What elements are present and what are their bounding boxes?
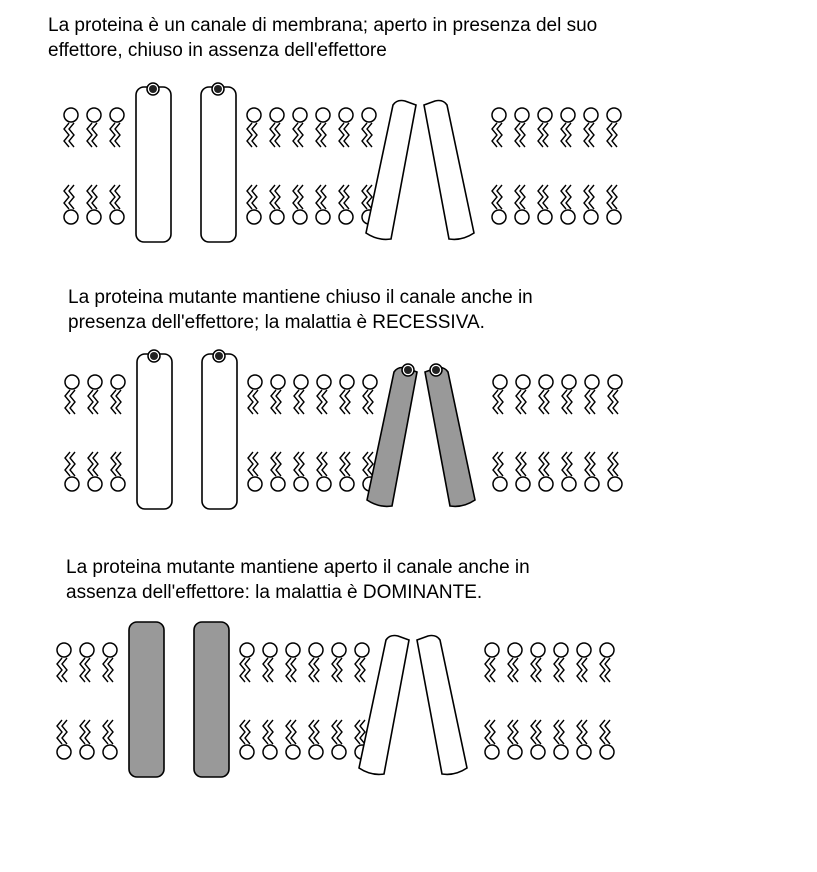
channel-subunit-left bbox=[367, 368, 417, 507]
panel-2-caption-line-1: La proteina mutante mantiene chiuso il canale anche in bbox=[68, 287, 533, 308]
phospholipid bbox=[271, 375, 285, 491]
phospholipid bbox=[554, 643, 568, 759]
lipid-head bbox=[562, 375, 576, 389]
phospholipid bbox=[87, 108, 101, 224]
lipid-head bbox=[293, 210, 307, 224]
phospholipid bbox=[584, 108, 598, 224]
lipid-head bbox=[247, 108, 261, 122]
phospholipid bbox=[103, 643, 117, 759]
lipid-head bbox=[339, 210, 353, 224]
phospholipid bbox=[516, 375, 530, 491]
lipid-tail bbox=[562, 452, 567, 476]
lipid-tail bbox=[339, 185, 344, 209]
phospholipid bbox=[270, 108, 284, 224]
closed-channel bbox=[367, 364, 475, 506]
lipid-tail bbox=[493, 452, 498, 476]
lipid-tail bbox=[493, 390, 498, 414]
phospholipid bbox=[608, 375, 622, 491]
lipid-head bbox=[103, 643, 117, 657]
lipid-head bbox=[339, 108, 353, 122]
lipid-head bbox=[248, 375, 262, 389]
channel-subunit bbox=[194, 622, 229, 777]
lipid-head bbox=[87, 108, 101, 122]
lipid-head bbox=[316, 210, 330, 224]
lipid-tail bbox=[531, 720, 536, 744]
lipid-head bbox=[584, 108, 598, 122]
phospholipid bbox=[294, 375, 308, 491]
lipid-head bbox=[600, 643, 614, 657]
phospholipid bbox=[531, 643, 545, 759]
channel-subunit-left bbox=[359, 636, 409, 775]
phospholipid bbox=[309, 643, 323, 759]
lipid-head bbox=[562, 477, 576, 491]
phospholipid bbox=[339, 108, 353, 224]
lipid-tail bbox=[57, 658, 62, 682]
lipid-tail bbox=[539, 452, 544, 476]
lipid-tail bbox=[317, 452, 322, 476]
lipid-head bbox=[248, 477, 262, 491]
phospholipid bbox=[508, 643, 522, 759]
lipid-tail bbox=[363, 390, 368, 414]
effector-molecule bbox=[215, 352, 223, 360]
lipid-head bbox=[531, 643, 545, 657]
lipid-head bbox=[317, 477, 331, 491]
lipid-tail bbox=[339, 123, 344, 147]
lipid-tail bbox=[87, 185, 92, 209]
lipid-tail bbox=[608, 452, 613, 476]
phospholipid bbox=[110, 108, 124, 224]
lipid-head bbox=[493, 477, 507, 491]
lipid-tail bbox=[247, 185, 252, 209]
channel-subunit-right bbox=[417, 636, 467, 775]
lipid-head bbox=[332, 745, 346, 759]
lipid-tail bbox=[577, 720, 582, 744]
lipid-head bbox=[554, 643, 568, 657]
lipid-tail bbox=[65, 390, 70, 414]
lipid-tail bbox=[485, 720, 490, 744]
lipid-head bbox=[294, 477, 308, 491]
lipid-head bbox=[110, 210, 124, 224]
effector-molecule bbox=[149, 85, 157, 93]
phospholipid bbox=[248, 375, 262, 491]
lipid-head bbox=[508, 745, 522, 759]
lipid-head bbox=[608, 477, 622, 491]
lipid-tail bbox=[607, 185, 612, 209]
phospholipid bbox=[485, 643, 499, 759]
lipid-tail bbox=[87, 123, 92, 147]
lipid-tail bbox=[309, 658, 314, 682]
channel-subunit bbox=[201, 87, 236, 242]
lipid-head bbox=[608, 375, 622, 389]
lipid-tail bbox=[538, 123, 543, 147]
lipid-head bbox=[271, 375, 285, 389]
lipid-head bbox=[309, 745, 323, 759]
lipid-head bbox=[286, 745, 300, 759]
lipid-tail bbox=[270, 123, 275, 147]
lipid-tail bbox=[248, 390, 253, 414]
lipid-tail bbox=[577, 658, 582, 682]
channel-subunit-right bbox=[424, 101, 474, 240]
lipid-tail bbox=[103, 658, 108, 682]
panel-3-caption-line-2: assenza dell'effettore: la malattia è DOMINANTE. bbox=[66, 582, 483, 603]
panel-2-caption bbox=[68, 285, 533, 335]
lipid-head bbox=[577, 745, 591, 759]
lipid-head bbox=[585, 375, 599, 389]
lipid-head bbox=[516, 375, 530, 389]
lipid-tail bbox=[562, 390, 567, 414]
phospholipid bbox=[317, 375, 331, 491]
lipid-head bbox=[584, 210, 598, 224]
lipid-tail bbox=[585, 452, 590, 476]
lipid-tail bbox=[485, 658, 490, 682]
phospholipid bbox=[600, 643, 614, 759]
lipid-tail bbox=[240, 658, 245, 682]
lipid-head bbox=[57, 745, 71, 759]
effector-molecule bbox=[404, 366, 412, 374]
lipid-head bbox=[516, 477, 530, 491]
phospholipid bbox=[80, 643, 94, 759]
lipid-tail bbox=[516, 390, 521, 414]
lipid-head bbox=[355, 643, 369, 657]
lipid-tail bbox=[248, 452, 253, 476]
lipid-head bbox=[103, 745, 117, 759]
lipid-head bbox=[485, 745, 499, 759]
lipid-head bbox=[554, 745, 568, 759]
effector-molecule bbox=[150, 352, 158, 360]
lipid-head bbox=[88, 375, 102, 389]
panel-1-membrane-diagram bbox=[0, 75, 817, 255]
lipid-tail bbox=[317, 390, 322, 414]
lipid-tail bbox=[584, 123, 589, 147]
lipid-tail bbox=[554, 658, 559, 682]
lipid-head bbox=[57, 643, 71, 657]
phospholipid bbox=[561, 108, 575, 224]
lipid-tail bbox=[362, 123, 367, 147]
lipid-head bbox=[600, 745, 614, 759]
closed-channel bbox=[366, 101, 474, 240]
open-channel bbox=[136, 83, 236, 242]
panel-3-caption-line-1: La proteina mutante mantiene aperto il canale anche in bbox=[66, 557, 530, 578]
phospholipid bbox=[316, 108, 330, 224]
lipid-tail bbox=[263, 720, 268, 744]
phospholipid bbox=[263, 643, 277, 759]
channel-subunit-right bbox=[425, 368, 475, 507]
lipid-head bbox=[65, 477, 79, 491]
effector-molecule bbox=[432, 366, 440, 374]
lipid-head bbox=[286, 643, 300, 657]
lipid-head bbox=[309, 643, 323, 657]
lipid-head bbox=[607, 108, 621, 122]
lipid-tail bbox=[584, 185, 589, 209]
lipid-tail bbox=[332, 658, 337, 682]
channel-subunit bbox=[137, 354, 172, 509]
lipid-head bbox=[492, 108, 506, 122]
lipid-tail bbox=[103, 720, 108, 744]
lipid-head bbox=[293, 108, 307, 122]
lipid-head bbox=[492, 210, 506, 224]
lipid-head bbox=[515, 210, 529, 224]
lipid-tail bbox=[561, 185, 566, 209]
panel-3-membrane-diagram bbox=[0, 610, 817, 790]
channel-subunit bbox=[202, 354, 237, 509]
lipid-head bbox=[240, 643, 254, 657]
lipid-tail bbox=[271, 452, 276, 476]
lipid-tail bbox=[508, 658, 513, 682]
channel-subunit-left bbox=[366, 101, 416, 240]
lipid-tail bbox=[64, 123, 69, 147]
phospholipid bbox=[562, 375, 576, 491]
lipid-tail bbox=[286, 658, 291, 682]
lipid-tail bbox=[271, 390, 276, 414]
phospholipid bbox=[286, 643, 300, 759]
lipid-head bbox=[538, 210, 552, 224]
lipid-head bbox=[80, 643, 94, 657]
lipid-tail bbox=[80, 720, 85, 744]
lipid-tail bbox=[111, 390, 116, 414]
phospholipid bbox=[539, 375, 553, 491]
panel-2-membrane-diagram bbox=[0, 342, 817, 522]
lipid-tail bbox=[332, 720, 337, 744]
lipid-tail bbox=[294, 452, 299, 476]
lipid-head bbox=[240, 745, 254, 759]
lipid-head bbox=[363, 375, 377, 389]
lipid-head bbox=[332, 643, 346, 657]
lipid-tail bbox=[111, 452, 116, 476]
lipid-tail bbox=[561, 123, 566, 147]
effector-molecule bbox=[214, 85, 222, 93]
lipid-head bbox=[270, 210, 284, 224]
lipid-tail bbox=[88, 390, 93, 414]
lipid-tail bbox=[80, 658, 85, 682]
lipid-tail bbox=[263, 658, 268, 682]
panel-1-caption bbox=[48, 13, 597, 63]
lipid-tail bbox=[309, 720, 314, 744]
lipid-head bbox=[539, 375, 553, 389]
lipid-tail bbox=[247, 123, 252, 147]
phospholipid bbox=[111, 375, 125, 491]
phospholipid bbox=[538, 108, 552, 224]
lipid-head bbox=[294, 375, 308, 389]
membrane-group bbox=[64, 83, 621, 242]
phospholipid bbox=[88, 375, 102, 491]
lipid-head bbox=[64, 108, 78, 122]
open-channel bbox=[137, 350, 237, 509]
lipid-tail bbox=[340, 390, 345, 414]
phospholipid bbox=[247, 108, 261, 224]
channel-subunit bbox=[129, 622, 164, 777]
lipid-head bbox=[87, 210, 101, 224]
lipid-tail bbox=[355, 658, 360, 682]
phospholipid bbox=[493, 375, 507, 491]
lipid-head bbox=[317, 375, 331, 389]
lipid-tail bbox=[240, 720, 245, 744]
panel-3-caption bbox=[66, 555, 530, 605]
lipid-head bbox=[362, 108, 376, 122]
lipid-tail bbox=[538, 185, 543, 209]
lipid-head bbox=[508, 643, 522, 657]
lipid-tail bbox=[516, 452, 521, 476]
phospholipid bbox=[492, 108, 506, 224]
lipid-head bbox=[531, 745, 545, 759]
phospholipid bbox=[607, 108, 621, 224]
phospholipid bbox=[585, 375, 599, 491]
closed-channel bbox=[359, 636, 467, 775]
lipid-head bbox=[493, 375, 507, 389]
phospholipid bbox=[65, 375, 79, 491]
lipid-head bbox=[65, 375, 79, 389]
phospholipid bbox=[64, 108, 78, 224]
lipid-head bbox=[88, 477, 102, 491]
lipid-tail bbox=[293, 123, 298, 147]
lipid-tail bbox=[554, 720, 559, 744]
lipid-head bbox=[111, 477, 125, 491]
lipid-tail bbox=[64, 185, 69, 209]
lipid-tail bbox=[340, 452, 345, 476]
lipid-tail bbox=[363, 452, 368, 476]
lipid-tail bbox=[492, 185, 497, 209]
lipid-tail bbox=[492, 123, 497, 147]
lipid-tail bbox=[608, 390, 613, 414]
lipid-tail bbox=[294, 390, 299, 414]
lipid-head bbox=[585, 477, 599, 491]
lipid-head bbox=[340, 375, 354, 389]
lipid-tail bbox=[600, 720, 605, 744]
lipid-head bbox=[538, 108, 552, 122]
lipid-tail bbox=[355, 720, 360, 744]
lipid-head bbox=[316, 108, 330, 122]
lipid-head bbox=[485, 643, 499, 657]
lipid-tail bbox=[508, 720, 513, 744]
lipid-head bbox=[515, 108, 529, 122]
lipid-tail bbox=[515, 185, 520, 209]
membrane-group bbox=[57, 622, 614, 777]
membrane-group bbox=[65, 350, 622, 509]
lipid-head bbox=[561, 108, 575, 122]
lipid-head bbox=[340, 477, 354, 491]
lipid-tail bbox=[65, 452, 70, 476]
lipid-tail bbox=[531, 658, 536, 682]
panel-1-caption-line-2: effettore, chiuso in assenza dell'effettore bbox=[48, 40, 387, 61]
lipid-tail bbox=[110, 185, 115, 209]
lipid-head bbox=[271, 477, 285, 491]
lipid-tail bbox=[110, 123, 115, 147]
lipid-head bbox=[80, 745, 94, 759]
phospholipid bbox=[240, 643, 254, 759]
phospholipid bbox=[57, 643, 71, 759]
lipid-tail bbox=[362, 185, 367, 209]
lipid-tail bbox=[293, 185, 298, 209]
phospholipid bbox=[515, 108, 529, 224]
lipid-tail bbox=[316, 123, 321, 147]
phospholipid bbox=[293, 108, 307, 224]
open-channel bbox=[129, 622, 229, 777]
lipid-tail bbox=[600, 658, 605, 682]
lipid-tail bbox=[539, 390, 544, 414]
lipid-tail bbox=[585, 390, 590, 414]
phospholipid bbox=[577, 643, 591, 759]
lipid-head bbox=[263, 745, 277, 759]
lipid-head bbox=[247, 210, 261, 224]
lipid-tail bbox=[286, 720, 291, 744]
lipid-head bbox=[577, 643, 591, 657]
lipid-tail bbox=[57, 720, 62, 744]
lipid-tail bbox=[607, 123, 612, 147]
lipid-head bbox=[110, 108, 124, 122]
panel-1-caption-line-1: La proteina è un canale di membrana; aperto in presenza del suo bbox=[48, 15, 598, 36]
lipid-tail bbox=[515, 123, 520, 147]
lipid-head bbox=[111, 375, 125, 389]
phospholipid bbox=[340, 375, 354, 491]
phospholipid bbox=[332, 643, 346, 759]
lipid-head bbox=[270, 108, 284, 122]
lipid-head bbox=[561, 210, 575, 224]
channel-subunit bbox=[136, 87, 171, 242]
lipid-tail bbox=[88, 452, 93, 476]
lipid-head bbox=[539, 477, 553, 491]
lipid-tail bbox=[316, 185, 321, 209]
lipid-tail bbox=[270, 185, 275, 209]
lipid-head bbox=[263, 643, 277, 657]
panel-2-caption-line-2: presenza dell'effettore; la malattia è RECESSIVA. bbox=[68, 312, 485, 333]
lipid-head bbox=[64, 210, 78, 224]
lipid-head bbox=[607, 210, 621, 224]
